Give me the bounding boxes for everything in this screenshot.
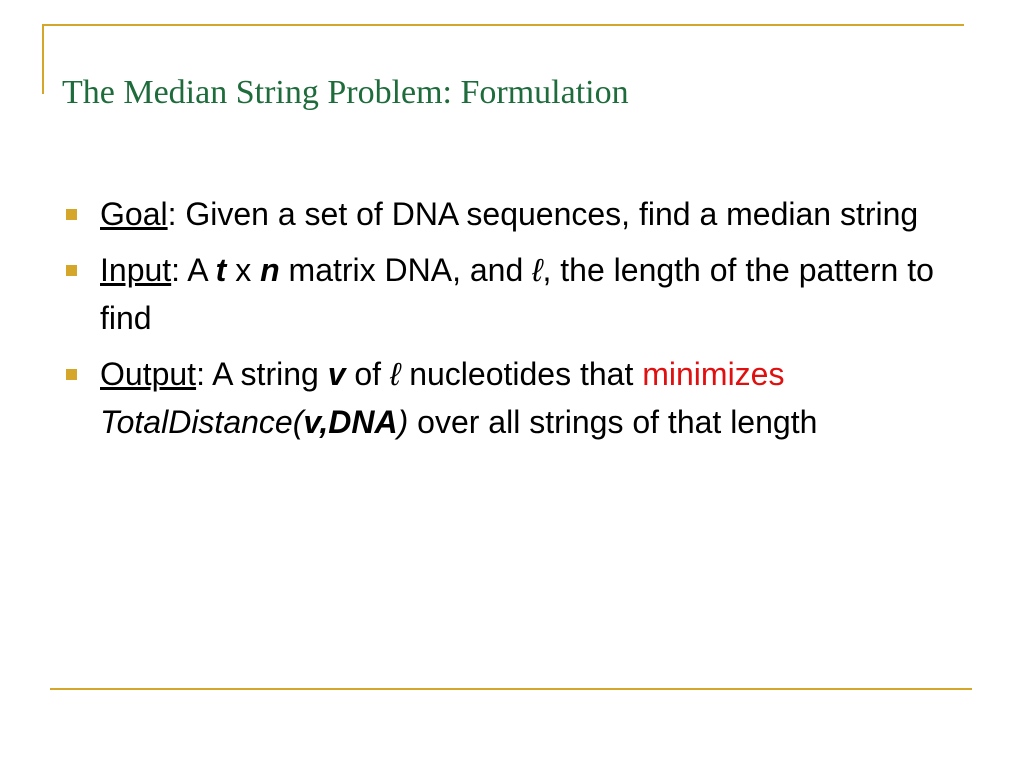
input-text-c: matrix DNA, and [279, 252, 533, 288]
bullet-goal [62, 190, 962, 238]
square-bullet-icon [66, 265, 77, 276]
output-text-a: : A string [196, 356, 328, 392]
fn-close: ) [397, 404, 409, 440]
bullet-output [62, 350, 962, 446]
input-text-d: , the length of the pattern to find [100, 252, 934, 336]
fn-open: TotalDistance( [100, 404, 304, 440]
input-label: Input [100, 252, 172, 288]
output-text-d: over all strings of that length [408, 404, 818, 440]
square-bullet-icon [66, 369, 77, 380]
output-label: Output [100, 356, 197, 392]
output-var-v: v [327, 356, 346, 392]
output-text-c: nucleotides that [400, 356, 643, 392]
fn-comma: , [319, 404, 329, 440]
slide-title: The Median String Problem: Formulation [62, 74, 629, 111]
top-accent-line [42, 24, 964, 26]
input-text-b: x [226, 252, 261, 288]
bottom-accent-line [50, 688, 972, 690]
output-text-b: of [345, 356, 390, 392]
left-accent-line [42, 24, 44, 94]
fn-arg-dna: DNA [328, 404, 398, 440]
input-var-n: n [260, 252, 280, 288]
input-text-a: : A [171, 252, 216, 288]
goal-label: Goal [100, 196, 168, 232]
goal-text: : Given a set of DNA sequences, find a median string [167, 196, 919, 232]
bullet-list [62, 190, 962, 454]
output-var-l: ℓ [389, 356, 401, 392]
input-var-l: ℓ [532, 252, 543, 288]
fn-arg-v: v [303, 404, 320, 440]
minimizes-keyword: minimizes [642, 356, 785, 392]
input-var-t: t [215, 252, 227, 288]
square-bullet-icon [66, 209, 77, 220]
bullet-input [62, 246, 962, 342]
